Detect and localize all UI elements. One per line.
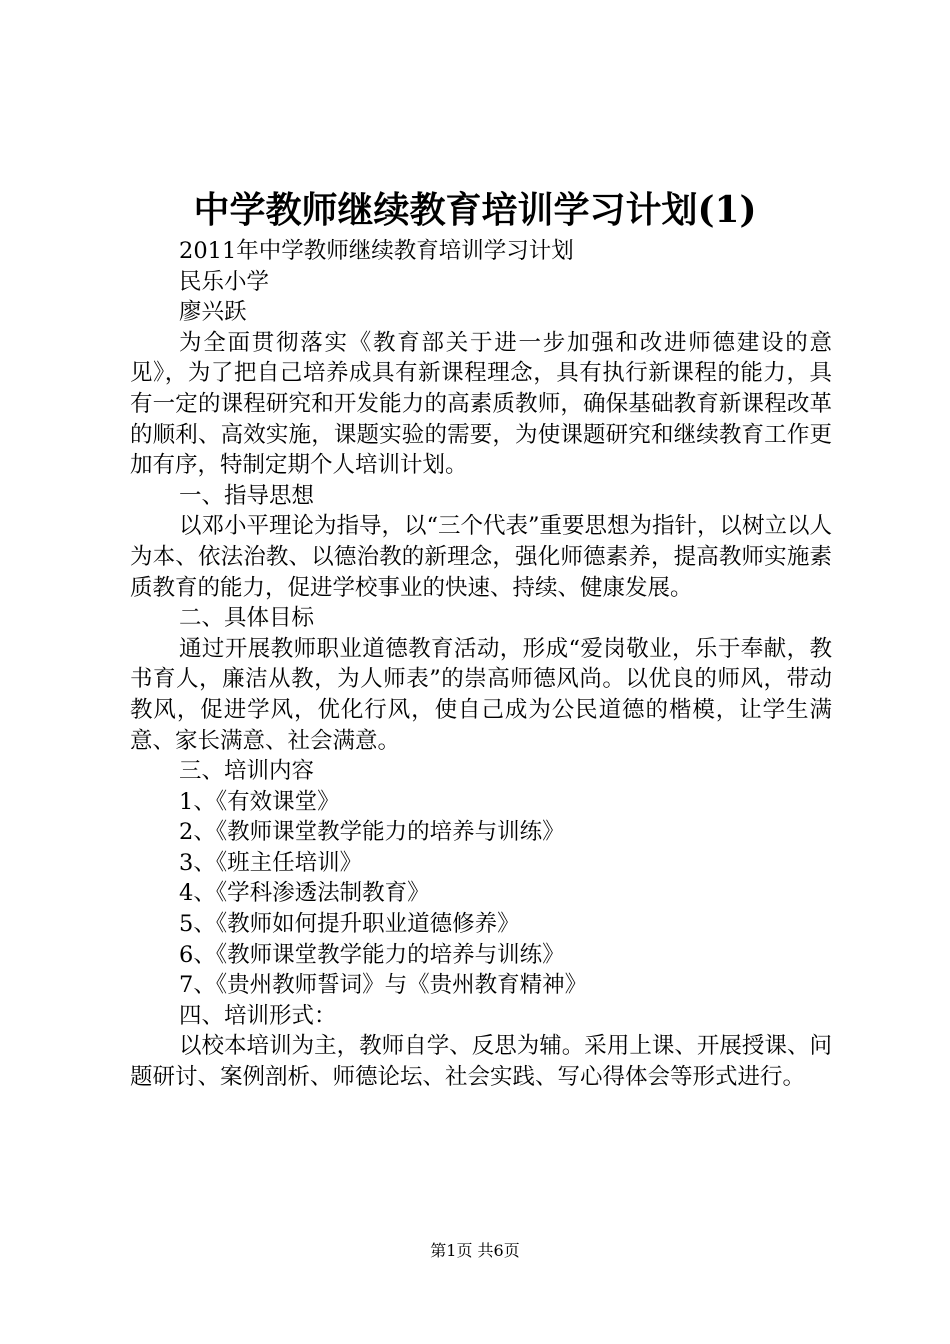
- subtitle-line: 2011年中学教师继续教育培训学习计划: [179, 238, 574, 264]
- list-item: 3、《班主任培训》: [179, 849, 363, 876]
- training-form-paragraph: 以校本培训为主，教师自学、反思为辅。采用上课、开展授课、问题研讨、案例剖析、师德论坛、社会实践、写心得体会等形式进行。: [130, 1033, 832, 1091]
- document-title: 中学教师继续教育培训学习计划(1): [193, 189, 757, 231]
- list-item: 1、《有效课堂》: [179, 788, 340, 815]
- guiding-thought-paragraph: 以邓小平理论为指导，以“三个代表”重要思想为指针，以树立以人为本、依法治教、以德治教的新理念，强化师德素养，提高教师实施素质教育的能力，促进学校事业的快速、持续、健康发展。: [130, 513, 833, 601]
- list-item: 2、《教师课堂教学能力的培养与训练》: [179, 819, 565, 846]
- section-heading-specific-goals: 二、具体目标: [179, 605, 315, 632]
- list-item: 6、《教师课堂教学能力的培养与训练》: [179, 941, 565, 968]
- list-item: 5、《教师如何提升职业道德修养》: [179, 911, 520, 938]
- section-heading-training-content: 三、培训内容: [179, 758, 315, 785]
- specific-goals-paragraph: 通过开展教师职业道德教育活动，形成“爱岗敬业，乐于奉献，教书育人，廉洁从教，为人师表”的崇高师德风尚。以优良的师风，带动教风，促进学风，优化行风，使自己成为公民道德的楷模，让学生满意、家长满意、社会满意。: [130, 635, 832, 754]
- school-name: 民乐小学: [179, 268, 270, 295]
- list-item: 4、《学科渗透法制教育》: [179, 880, 430, 907]
- page-number-footer: 第1页 共6页: [430, 1241, 520, 1260]
- list-item: 7、《贵州教师誓词》与《贵州教育精神》: [179, 972, 588, 999]
- author-name: 廖兴跃: [179, 299, 247, 326]
- intro-paragraph: 为全面贯彻落实《教育部关于进一步加强和改进师德建设的意见》，为了把自己培养成具有新课程理念，具有执行新课程的能力，具有一定的课程研究和开发能力的高素质教师，确保基础教育新课程改革的顺利、高效实施，课题实验的需要，为使课题研究和继续教育工作更加有序，特制定期个人培训计划。: [130, 329, 832, 479]
- section-heading-guiding-thought: 一、指导思想: [179, 482, 315, 509]
- document-body: [130, 236, 832, 1093]
- section-heading-training-form: 四、培训形式：: [179, 1002, 337, 1029]
